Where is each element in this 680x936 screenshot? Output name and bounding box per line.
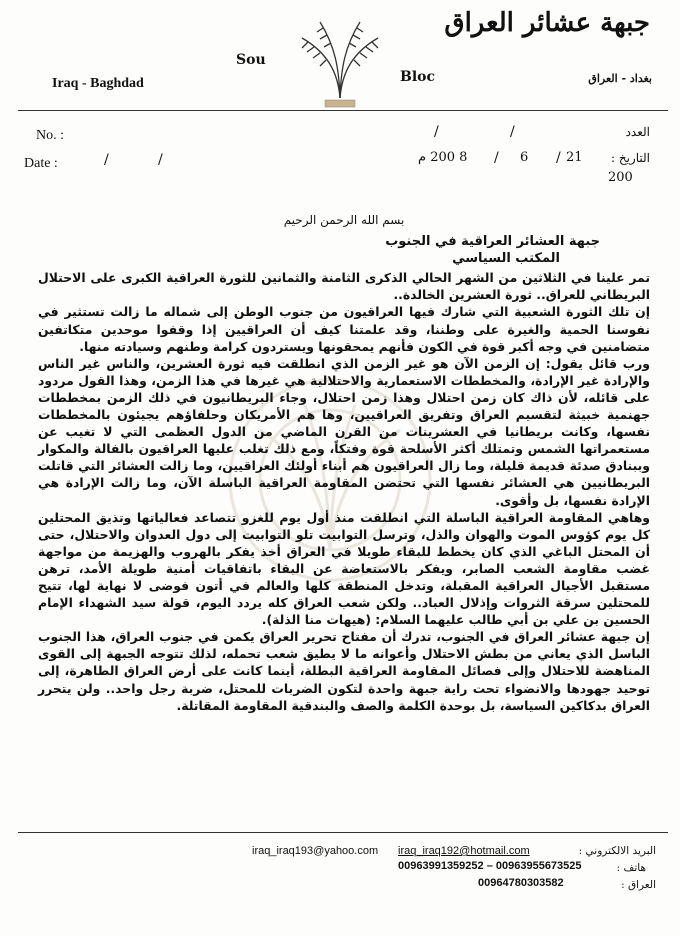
palm-logo-icon: [290, 18, 390, 108]
footer-divider: [18, 832, 668, 833]
letter-org: جبهة العشائر العراقية في الجنوب: [385, 234, 600, 250]
number-label-arabic: العدد: [625, 125, 650, 139]
email-2: iraq_iraq192@hotmail.com: [398, 845, 530, 857]
iraq-phone: 00964780303582: [478, 877, 564, 889]
date-slash-ar-2: /: [556, 150, 561, 166]
date-slash-en-2: /: [158, 152, 163, 168]
date-year-second: 200: [608, 170, 633, 185]
paragraph-5: إن جبهة عشائر العراق في الجنوب، تدرك أن مفتاح تحرير العراق يكمن في جنوب العراق، هذا الجنوب الباسل الذي يعاني من بطش الاحتلال وأعوانه ما لا يطيق شعب تحمله، لذلك تتوجه الجبهة إلى القوى المناهضة للاحتلال وإلى فصائل المقاومة العراقية البطلة، أينما كانت على أرض العراق الطاهرة، إلى توحيد جهودها والانضواء تحت راية جبهة واحدة لتكون الضربات للمحتل، ضربة رجل واحد.. ولن يتحرر العراق بدكاكين السياسة، بل بوحدة الكلمة والصف والبندقية المقاومة المقاتلة.: [38, 629, 650, 713]
basmala: بسم الله الرحمن الرحيم: [283, 213, 405, 227]
number-slash-2: /: [510, 124, 515, 140]
letter-office: المكتب السياسي: [452, 251, 560, 267]
letter-body: [38, 212, 650, 714]
date-year: 8 200 م: [418, 150, 468, 165]
logo-text-left: Sou: [236, 52, 266, 68]
paragraph-1: تمر علينا في الثلاثين من الشهر الحالي الذكرى الثامنة والثمانين للثورة العراقية الكبرى على الاحتلال البريطاني للعراق.. ثورة العشرين الخالدة..: [38, 270, 650, 303]
number-slash-1: /: [434, 124, 439, 140]
location-arabic: بغداد - العراق: [588, 72, 652, 85]
date-label-arabic: التاريخ :: [610, 151, 650, 165]
email-label: البريد الالكتروني :: [578, 845, 656, 857]
paragraph-3: ورب قائل يقول: إن الزمن الآن هو غير الزمن الذي انطلقت فيه ثورة العشرين، والناس غير الناس والإرادة غير الإرادة، والمخططات الاستعمارية والاحتلالية هي غيرها في هذا الزمن، وهذا القول مردود على قائله، لأن ذاك كان زمن احتلال وهذا زمن احتلال، وجاء البريطانيون في ذلك الزمن بمخططات جهنمية خبيثة لتقسيم العراق وتفريق العراقيين، وها هم الأمريكان وحلفاؤهم يجيئون بالمخططات نفسها، وكانت بريطانيا في العشرينات من القرن الماضي من الدول العظمى التي لا تغيب عن مستعمراتها الشمس وتمتلك أكثر الأسلحة قوة وفتكاً، ومع ذلك تغلب عليها العراقيون بالفالة والمكوار وببنادق صدئة قديمة قليلة، وما زال العراقيون هم أبناء أولئك العراقيين، وما زالت العشائر التي قاتلت البريطانيين هي العشائر نفسها التي تحتضن المقاومة العراقية الباسلة الآن، وما زالت الإرادة هي الإرادة نفسها، بل وأقوى.: [38, 355, 650, 508]
date-slash-en-1: /: [104, 152, 109, 168]
date-label: Date :: [24, 156, 58, 171]
phone-label: هاتف :: [616, 862, 646, 874]
date-day: 21: [566, 150, 583, 165]
location-english: Iraq - Baghdad: [52, 76, 144, 91]
logo-text-right: Bloc: [400, 69, 436, 85]
date-month: 6: [520, 150, 529, 165]
date-slash-ar-1: /: [494, 150, 499, 166]
paragraph-4: وهاهي المقاومة العراقية الباسلة التي انطلقت منذ أول يوم للغزو تتصاعد فعالياتها وتذيق المحتلين كل يوم كؤوس الموت والهوان والذل، وترسل التوابيت تلو التوابيت إلى دول العدوان والاحتلال، حتى أن المحتل الباغي الذي كان يخطط للبقاء طويلا في العراق أخذ يفكر بالهروب والهزيمة من مواجهة غضب مقاومة الشعب الصابر، ويفكر بالاستعاضة عن البقاء باتفاقيات أمنية طويلة الأمد، ترهن مستقبل الأجيال العراقية المقبلة، وتدخل المنطقة كلها والعالم في أتون فوضى لا نهاية لها، تتيح للمحتلين سرقة الثروات وإذلال العباد.. ولكن شعب العراق كله يردد اليوم، قولة سيد الشهداء الإمام الحسين بن علي بن أبي طالب عليهما السلام: (هيهات منا الذلة).: [38, 509, 650, 628]
header-divider: [18, 110, 668, 111]
number-label: No. :: [36, 128, 64, 143]
iraq-phone-label: العراق :: [621, 879, 656, 891]
paragraph-2: إن تلك الثورة الشعبية التي شارك فيها العراقيون من جنوب الوطن إلى شماله ما زالت تستثير في نفوسنا الحمية والغيرة على وطننا، وقد علمتنا كيف أن العراقيين إذا وقفوا موحدين متكاتفين متضامنين في وجه أكبر قوة في الكون فأنهم يمحقونها ويستردون كرامة وطنهم وسيادته منها.: [38, 304, 650, 354]
email-1: iraq_iraq193@yahoo.com: [252, 845, 379, 857]
organization-name-arabic: جبهة عشائر العراق: [444, 8, 650, 38]
phone-numbers: 00963991359252 – 00963955673525: [398, 860, 582, 872]
